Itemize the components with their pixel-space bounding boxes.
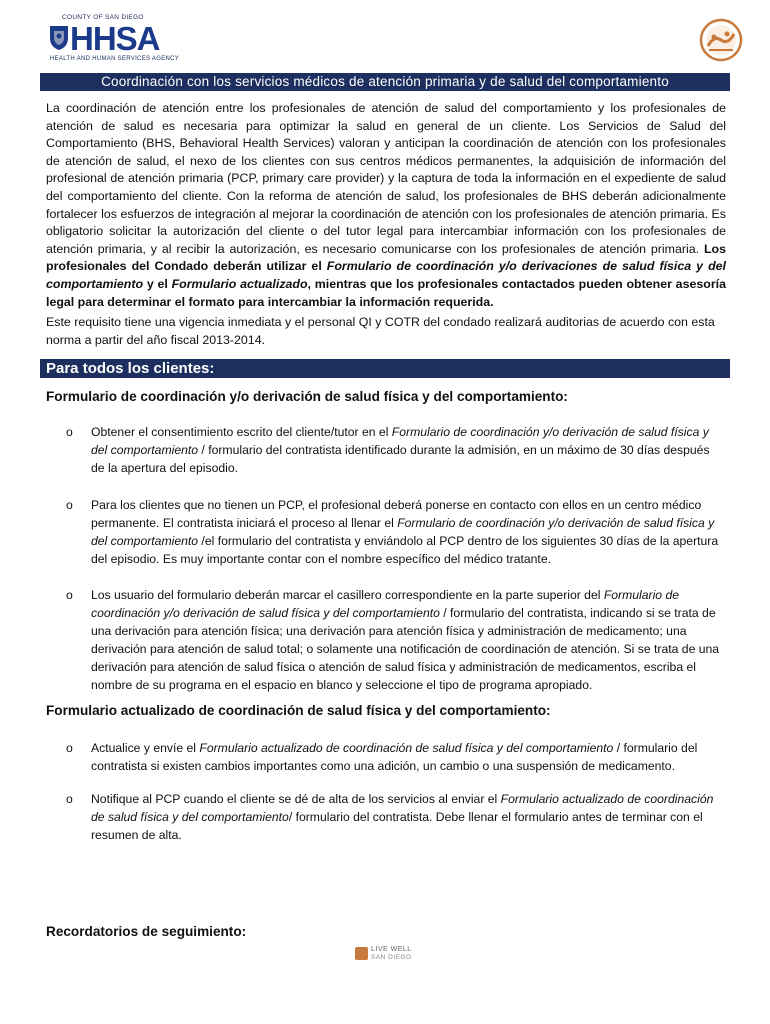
bullet-marker: o (66, 498, 73, 512)
brand-text: HHSA (70, 20, 160, 57)
intro-text: La coordinación de atención entre los profesionales de atención de salud del comportamiento y los profesionales de atención de salud es necesaria para optimizar la salud en general de un cliente. Los Servicios de Salud del Comportamiento (BHS, Behavioral Health Services) valoran y anticipan la coordinación de atención con los profesionales de atención de salud, el nexo de los clientes con sus centros médicos permanentes, la adquisición de información del profesional de atención primaria (PCP, primary care provider) y la captura de toda la información en el expediente de salud del comportamiento del cliente. Con la reforma de atención de salud, los profesionales de BHS deberán adicionalmente fortalecer los esfuerzos de integración al mejorar la coordinación de atención con los profesionales de atención primaria. Es obligatorio solicitar la autorización del cliente o del tutor legal para intercambiar información con los profesionales de atención primaria, y al recibir la autorización, es necesario comunicarse con los profesionales de atención primaria. (46, 101, 726, 256)
intro-bold-italic-2: Formulario actualizado (171, 276, 308, 291)
list-item-text: Notifique al PCP cuando el cliente se dé de alta de los servicios al enviar el Formulario actualizado de coordinación de salud física y del comportamiento/ formulario del contratista. Debe llenar el formulario antes de terminar con el resumen de alta. (91, 792, 714, 842)
county-text: COUNTY OF SAN DIEGO (62, 14, 144, 21)
heading-followup-reminders: Recordatorios de seguimiento: (46, 924, 247, 939)
footer-line-2: SAN DIEGO (371, 954, 412, 961)
list-item-text: Para los clientes que no tienen un PCP, el profesional deberá ponerse en contacto con ellos en un centro médico permanente. El contratista iniciará el proceso al llenar el Formulario de coordinación y/o derivación de salud física y del comportamiento /el formulario del contratista y enviándolo al PCP dentro de los siguientes 30 días de la apertura del episodio. Es muy importante contar con el nombre específico del médico tratante. (91, 498, 719, 566)
bullet-marker: o (66, 792, 73, 806)
footer-line-1: LIVE WELL (371, 946, 412, 953)
section-title-coordination: Coordinación con los servicios médicos de atención primaria y de salud del comportamiento (40, 73, 730, 91)
intro-bold-2: y el (146, 276, 168, 291)
footer-logo (355, 946, 425, 962)
list-item-text: Los usuario del formulario deberán marcar el casillero correspondiente en la parte superior del Formulario de coordinación y/o derivación de salud física y del comportamiento / formulario del contratista, indicando si se trata de una derivación para atención física; una derivación para atención física y administración de medicamento; una derivación para atención de salud total; o solamente una notificación de coordinación de atención. Si se trata de una derivación para atención de salud física o atención de salud física y administración de medicamentos, escriba el nombre de su programa en el espacio en blanco y seleccione el tipo de programa apropiado. (91, 588, 720, 692)
intro-bold-italic-1: Formulario de coordinación y/o derivaciones de salud física y del comportamiento (46, 259, 726, 291)
heading-referral-form: Formulario de coordinación y/o derivación de salud física y del comportamiento: (46, 389, 568, 404)
requirement-paragraph: Este requisito tiene una vigencia inmediata y el personal QI y COTR del condado realizará auditorias de acuerdo con esta norma a partir del año fiscal 2013-2014. (46, 315, 715, 347)
bullet-marker: o (66, 588, 73, 602)
intro-bold-3: , mientras que los profesionales contactados pueden obtener asesoría legal para determinar el formato para intercambiar la información requerida. (46, 276, 726, 309)
heading-updated-form: Formulario actualizado de coordinación de salud física y del comportamiento: (46, 703, 551, 718)
list-item-text: Actualice y envíe el Formulario actualizado de coordinación de salud física y del comportamiento / formulario del contratista si existen cambios importantes como una adición, un cambio o una suspensión de medicamento. (91, 741, 698, 773)
list-item-text: Obtener el consentimiento escrito del cliente/tutor en el Formulario de coordinación y/o derivación de salud física y del comportamiento / formulario del contratista identificado durante la admisión, en un máximo de 30 días después de la apertura del episodio. (91, 425, 710, 475)
bullet-marker: o (66, 741, 73, 755)
live-well-logo-icon (355, 947, 368, 960)
page-header (0, 0, 770, 70)
intro-paragraph (46, 100, 726, 311)
county-seal-icon (48, 23, 70, 51)
intro-bold-1: Los profesionales del Condado deberán utilizar el (46, 241, 726, 274)
hhsa-logo (48, 14, 188, 66)
section-title-all-clients: Para todos los clientes: (40, 359, 730, 378)
bullet-marker: o (66, 425, 73, 439)
agency-text: HEALTH AND HUMAN SERVICES AGENCY (50, 56, 180, 62)
live-well-emblem-icon (699, 18, 743, 62)
